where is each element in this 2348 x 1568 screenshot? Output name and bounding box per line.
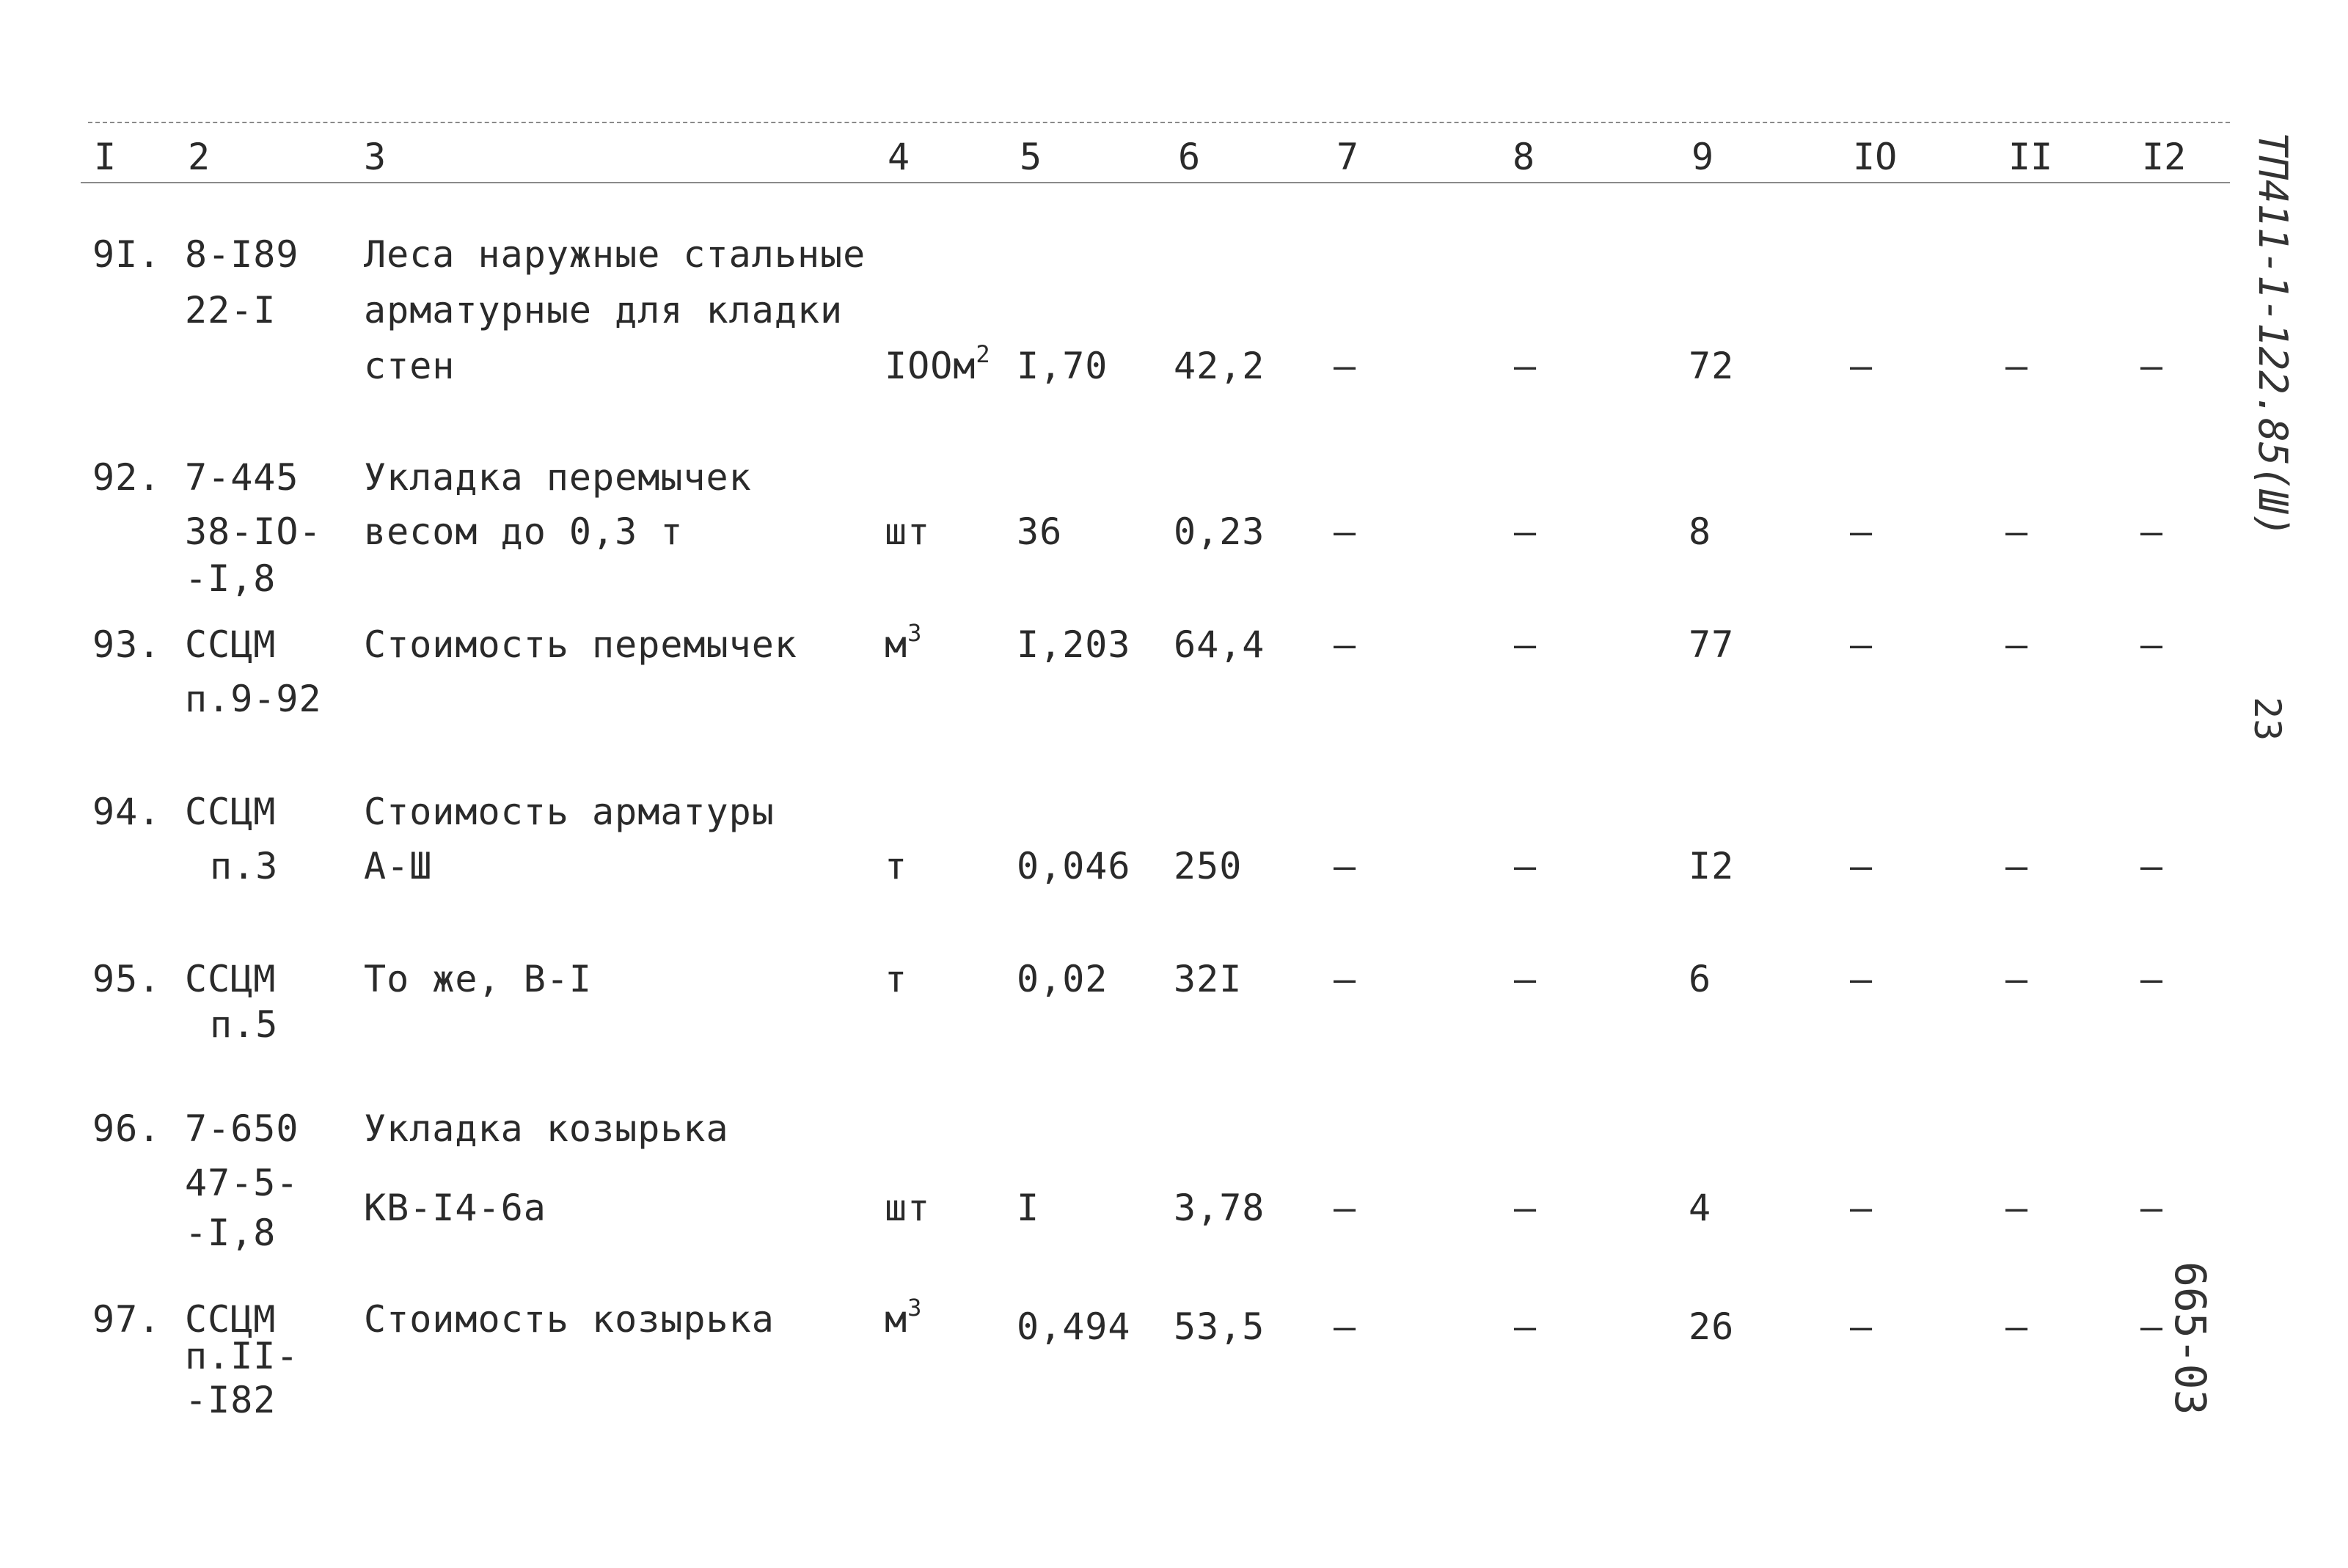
row-94-col11: – (2005, 845, 2029, 887)
row-95-code-line2: п.5 (210, 1003, 279, 1046)
row-94-desc-line1: Стоимость арматуры (364, 791, 775, 833)
row-97-code-line3: -I82 (185, 1379, 277, 1421)
row-92-col9: 8 (1689, 510, 1712, 553)
row-97-unit-base: м (885, 1298, 908, 1341)
row-91-number: 9I. (92, 233, 161, 276)
row-91-desc-line3: стен (364, 345, 456, 387)
row-95-col9: 6 (1689, 958, 1712, 1000)
document-code-margin: ТП411-1-122.85(Ш) (2250, 132, 2296, 538)
row-97-col11: – (2005, 1305, 2029, 1348)
row-95-col7: – (1334, 958, 1357, 1000)
row-96-desc-line2: КВ-I4-6а (364, 1187, 546, 1229)
row-91-desc-line1: Леса наружные стальные (364, 233, 866, 276)
row-95-desc-line1: То же, В-I (364, 958, 593, 1000)
row-96-number: 96. (92, 1107, 161, 1150)
col-header-5: 5 (1020, 136, 1042, 178)
row-96-unit-base: шт (885, 1187, 931, 1229)
row-91-col10: – (1850, 345, 1873, 387)
row-96-desc-line1: Укладка козырька (364, 1107, 729, 1150)
row-91-col9: 72 (1689, 345, 1735, 387)
row-93-code-line2: п.9-92 (185, 678, 322, 720)
row-94-code-line1: ССЦМ (185, 791, 277, 833)
row-92-col5: 36 (1017, 510, 1063, 553)
row-91-code-line2: 22-I (185, 289, 277, 331)
row-97-desc-line1: Стоимость козырька (364, 1298, 775, 1341)
row-93-number: 93. (92, 623, 161, 666)
row-94-col10: – (1850, 845, 1873, 887)
row-97-col9: 26 (1689, 1305, 1735, 1348)
col-header-2: 2 (188, 136, 211, 178)
header-top-rule (88, 122, 2230, 123)
row-92-code-line1: 7-445 (185, 456, 299, 499)
row-96-code-line2: 47-5- (185, 1162, 299, 1204)
row-91-desc-line2: арматурные для кладки (364, 289, 844, 331)
row-97-unit-power: 3 (907, 1294, 923, 1322)
row-96-col7: – (1334, 1187, 1357, 1229)
col-header-7: 7 (1336, 136, 1359, 178)
row-97-col8: – (1514, 1305, 1537, 1348)
row-95-code-line1: ССЦМ (185, 958, 277, 1000)
row-97-unit (885, 1292, 922, 1347)
col-header-3: 3 (364, 136, 387, 178)
row-94-desc-line2: А-Ш (364, 845, 433, 887)
row-92-unit-base: шт (885, 510, 931, 553)
col-header-11: II (2008, 136, 2053, 178)
row-91-col11: – (2005, 345, 2029, 387)
row-94-col6: 250 (1174, 845, 1243, 887)
row-94-number: 94. (92, 791, 161, 833)
row-93-col9: 77 (1689, 623, 1735, 666)
row-92-desc-line2: весом до 0,3 т (364, 510, 684, 553)
row-93-col7: – (1334, 623, 1357, 666)
page-number-margin: 23 (2246, 697, 2289, 741)
row-96-col6: 3,78 (1174, 1187, 1265, 1229)
row-93-col6: 64,4 (1174, 623, 1265, 666)
col-header-1: I (94, 136, 117, 178)
sheet-code-margin: 665-03 (2165, 1261, 2215, 1415)
row-93-unit (885, 618, 922, 672)
row-94-unit-base: т (885, 845, 908, 887)
col-header-10: IO (1853, 136, 1898, 178)
row-96-col10: – (1850, 1187, 1873, 1229)
row-96-unit (885, 1181, 930, 1235)
row-97-col6: 53,5 (1174, 1305, 1265, 1348)
row-96-col12: – (2140, 1187, 2164, 1229)
row-91-col6: 42,2 (1174, 345, 1265, 387)
row-91-code-line1: 8-I89 (185, 233, 299, 276)
row-92-col11: – (2005, 510, 2029, 553)
row-92-col12: – (2140, 510, 2164, 553)
row-94-code-line2: п.3 (210, 845, 279, 887)
row-94-col5: 0,046 (1017, 845, 1131, 887)
row-97-col12: – (2140, 1305, 2164, 1348)
col-header-9: 9 (1691, 136, 1714, 178)
col-header-12: I2 (2142, 136, 2187, 178)
row-97-code-line2: п.II- (185, 1335, 299, 1377)
row-93-unit-base: м (885, 623, 908, 666)
row-95-number: 95. (92, 958, 161, 1000)
row-95-unit (885, 952, 907, 1006)
row-93-col8: – (1514, 623, 1537, 666)
row-91-col8: – (1514, 345, 1537, 387)
row-92-col7: – (1334, 510, 1357, 553)
row-91-unit (885, 339, 991, 393)
col-header-4: 4 (888, 136, 910, 178)
row-92-code-line2: 38-IO- (185, 510, 322, 553)
row-93-unit-power: 3 (907, 619, 923, 647)
row-96-col5: I (1017, 1187, 1040, 1229)
row-95-col12: – (2140, 958, 2164, 1000)
row-97-col10: – (1850, 1305, 1873, 1348)
row-96-col11: – (2005, 1187, 2029, 1229)
row-93-col11: – (2005, 623, 2029, 666)
row-97-col7: – (1334, 1305, 1357, 1348)
row-93-code-line1: ССЦМ (185, 623, 277, 666)
row-97-number: 97. (92, 1298, 161, 1341)
header-bottom-rule (81, 182, 2230, 183)
row-92-col6: 0,23 (1174, 510, 1265, 553)
row-97-code-line1: ССЦМ (185, 1298, 277, 1341)
col-header-8: 8 (1513, 136, 1535, 178)
row-92-desc-line1: Укладка перемычек (364, 456, 752, 499)
row-93-col12: – (2140, 623, 2164, 666)
row-92-col10: – (1850, 510, 1873, 553)
row-94-unit (885, 839, 907, 893)
row-92-code-line3: -I,8 (185, 557, 277, 600)
row-92-number: 92. (92, 456, 161, 499)
row-93-col5: I,203 (1017, 623, 1131, 666)
row-96-col9: 4 (1689, 1187, 1712, 1229)
row-97-col5: 0,494 (1017, 1305, 1131, 1348)
row-95-col5: 0,02 (1017, 958, 1108, 1000)
row-91-unit-base: IOOм (885, 345, 976, 387)
row-91-col12: – (2140, 345, 2164, 387)
row-95-col10: – (1850, 958, 1873, 1000)
col-header-6: 6 (1178, 136, 1201, 178)
row-92-col8: – (1514, 510, 1537, 553)
row-91-unit-power: 2 (976, 340, 991, 368)
row-94-col12: – (2140, 845, 2164, 887)
row-91-col7: – (1334, 345, 1357, 387)
row-92-unit (885, 505, 930, 559)
row-96-code-line3: -I,8 (185, 1212, 277, 1254)
row-91-col5: I,70 (1017, 345, 1108, 387)
row-94-col8: – (1514, 845, 1537, 887)
row-93-col10: – (1850, 623, 1873, 666)
row-95-col6: 32I (1174, 958, 1243, 1000)
row-95-unit-base: т (885, 958, 908, 1000)
row-94-col7: – (1334, 845, 1357, 887)
row-94-col9: I2 (1689, 845, 1735, 887)
row-95-col8: – (1514, 958, 1537, 1000)
row-96-col8: – (1514, 1187, 1537, 1229)
row-96-code-line1: 7-650 (185, 1107, 299, 1150)
row-95-col11: – (2005, 958, 2029, 1000)
row-93-desc-line1: Стоимость перемычек (364, 623, 797, 666)
